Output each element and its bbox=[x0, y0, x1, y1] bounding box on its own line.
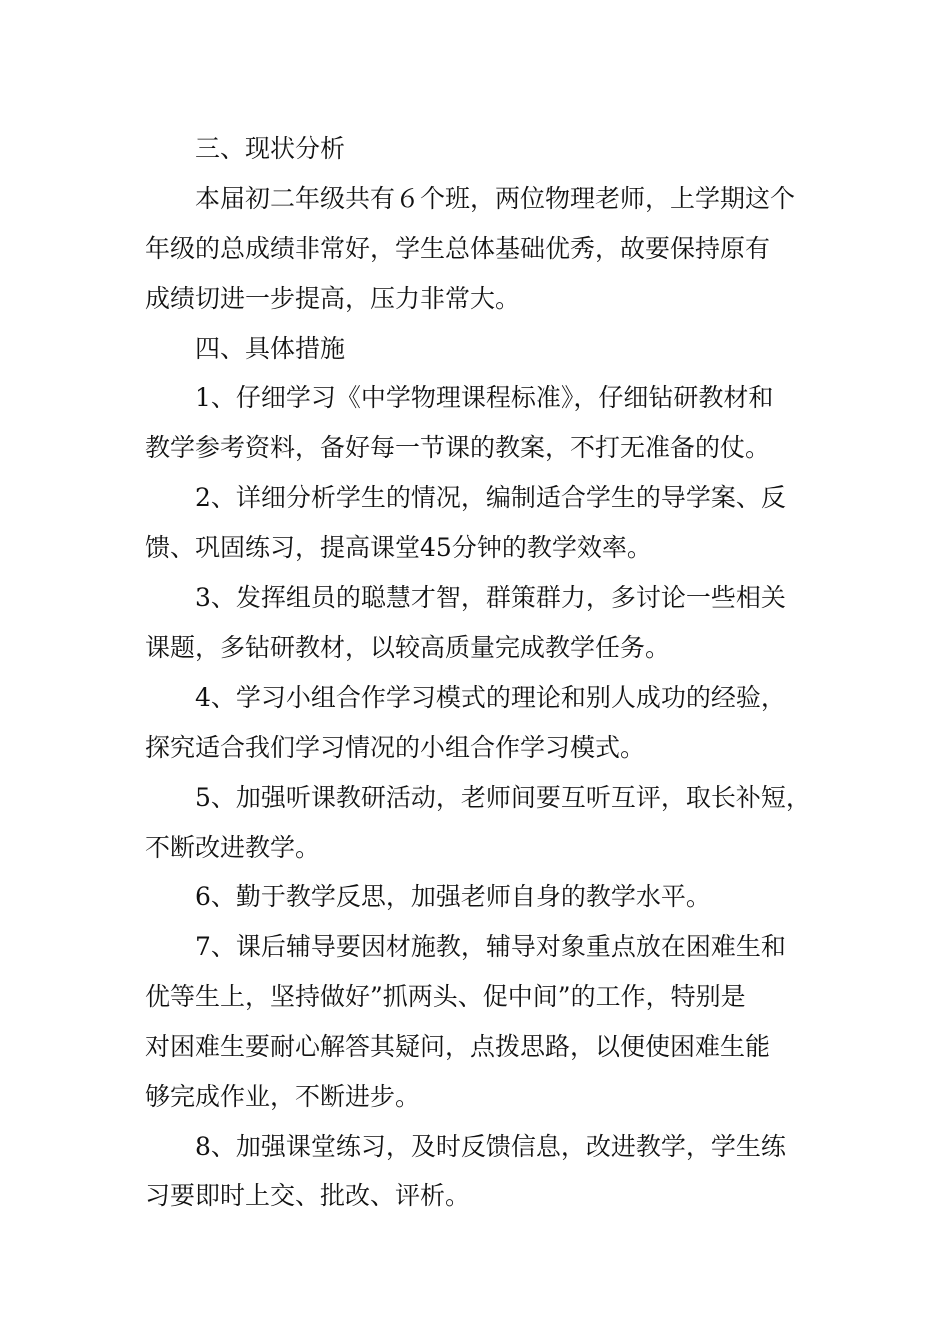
list-item-4-line: 4、学习小组合作学习模式的理论和别人成功的经验， bbox=[195, 683, 786, 712]
list-item-1-line: 1、仔细学习《中学物理课程标准》，仔细钻研教材和 bbox=[195, 383, 774, 412]
section-heading-status-analysis: 三、现状分析 bbox=[195, 134, 346, 163]
list-item-6-line: 6、勤于教学反思，加强老师自身的教学水平。 bbox=[195, 882, 711, 911]
section-heading-measures: 四、具体措施 bbox=[195, 334, 346, 363]
list-item-7-line: 优等生上，坚持做好”抓两头、促中间”的工作，特别是 bbox=[145, 982, 746, 1011]
list-item-2-line: 2、详细分析学生的情况，编制适合学生的导学案、反 bbox=[195, 483, 786, 512]
list-item-3-line: 课题，多钻研教材，以较高质量完成教学任务。 bbox=[145, 633, 671, 662]
list-item-5-line: 5、加强听课教研活动，老师间要互听互评，取长补短， bbox=[195, 783, 811, 812]
paragraph-line: 年级的总成绩非常好，学生总体基础优秀，故要保持原有 bbox=[145, 234, 771, 263]
list-item-5-line: 不断改进教学。 bbox=[145, 833, 321, 862]
list-item-7-line: 7、课后辅导要因材施教，辅导对象重点放在困难生和 bbox=[195, 932, 786, 961]
paragraph-line: 成绩切进一步提高，压力非常大。 bbox=[145, 284, 521, 313]
list-item-8-line: 8、加强课堂练习，及时反馈信息，改进教学，学生练 bbox=[195, 1132, 786, 1161]
list-item-7-line: 够完成作业，不断进步。 bbox=[145, 1082, 421, 1111]
paragraph-line: 本届初二年级共有６个班，两位物理老师，上学期这个 bbox=[195, 184, 796, 213]
list-item-4-line: 探究适合我们学习情况的小组合作学习模式。 bbox=[145, 733, 646, 762]
list-item-2-line: 馈、巩固练习，提高课堂45分钟的教学效率。 bbox=[145, 533, 652, 562]
list-item-3-line: 3、发挥组员的聪慧才智，群策群力，多讨论一些相关 bbox=[195, 583, 786, 612]
list-item-8-line: 习要即时上交、批改、评析。 bbox=[145, 1181, 471, 1210]
list-item-7-line: 对困难生要耐心解答其疑问，点拨思路，以便使困难生能 bbox=[145, 1032, 771, 1061]
list-item-1-line: 教学参考资料，备好每一节课的教案，不打无准备的仗。 bbox=[145, 433, 771, 462]
